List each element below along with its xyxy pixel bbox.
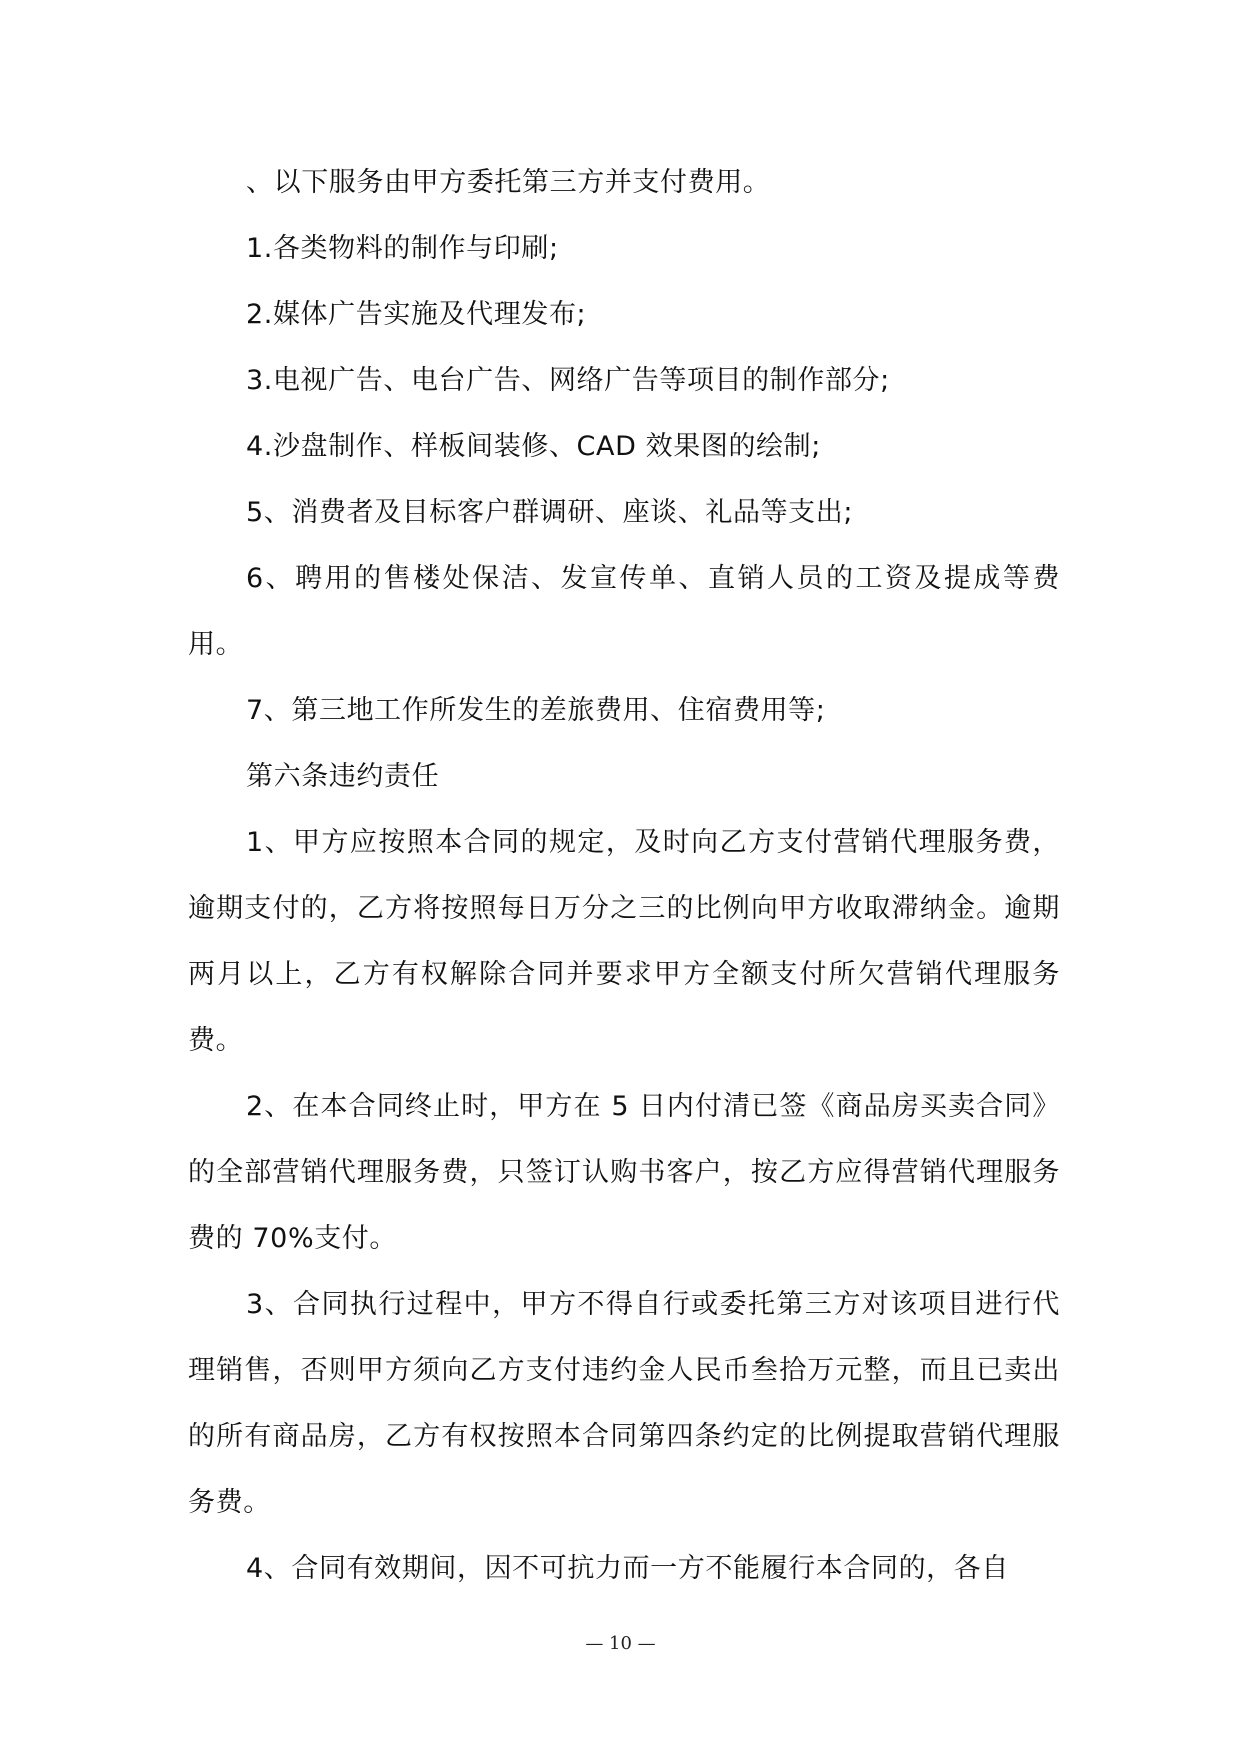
paragraph-third-party-services: 、以下服务由甲方委托第三方并支付费用。 [246,167,771,198]
page-number: — 10 — [585,1633,656,1654]
list-item-research: 5、消费者及目标客户群调研、座谈、礼品等支出; [246,497,854,528]
list-item-media-ads: 2.媒体广告实施及代理发布; [246,299,587,330]
clause-force-majeure: 4、合同有效期间，因不可抗力而一方不能履行本合同的，各自 [246,1553,1009,1584]
list-item-travel: 7、第三地工作所发生的差旅费用、住宿费用等; [246,695,826,726]
list-item-sandbox-cad: 4.沙盘制作、样板间装修、CAD 效果图的绘制; [246,431,821,462]
clause-late-payment: 1、甲方应按照本合同的规定，及时向乙方支付营销代理服务费，逾期支付的，乙方将按照每日万分之三的比例向甲方收取滞纳金。逾期两月以上，乙方有权解除合同并要求甲方全额支付所欠营销代理服务费。 [188,827,1060,1056]
clause-third-party-agency: 3、合同执行过程中，甲方不得自行或委托第三方对该项目进行代理销售，否则甲方须向乙方支付违约金人民币叁拾万元整，而且已卖出的所有商品房，乙方有权按照本合同第四条约定的比例提取营销代理服务费。 [188,1289,1060,1518]
list-item-materials: 1.各类物料的制作与印刷; [246,233,559,264]
document-body [188,150,1060,1602]
clause-termination-payment: 2、在本合同终止时，甲方在 5 日内付清已签《商品房买卖合同》的全部营销代理服务费，只签订认购书客户，按乙方应得营销代理服务费的 70%支付。 [188,1091,1060,1254]
list-item-staff-costs: 6、聘用的售楼处保洁、发宣传单、直销人员的工资及提成等费用。 [188,563,1060,660]
list-item-tv-radio-web-ads: 3.电视广告、电台广告、网络广告等项目的制作部分; [246,365,890,396]
section-heading-liability: 第六条违约责任 [246,761,440,792]
